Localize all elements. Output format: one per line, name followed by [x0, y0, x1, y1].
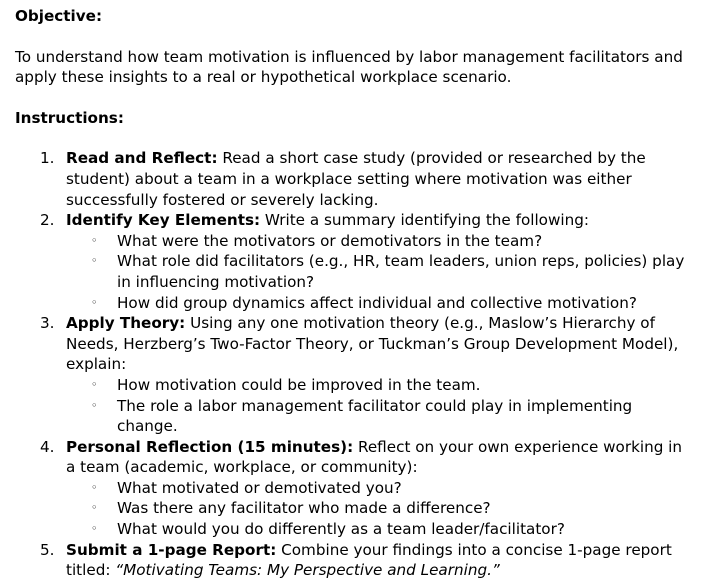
sub-item: [66, 375, 686, 396]
bullet-icon: ◦: [91, 480, 98, 494]
sub-list: [66, 375, 686, 437]
sub-item: [66, 519, 686, 540]
step-text: Write a summary identifying the following:: [260, 211, 589, 230]
step-text: Using any one motivation theory (e.g., Maslow’s Hierarchy of Needs, Herzberg’s Two-Factor Theory, or Tuckman’s Group Development Model), explain:: [66, 314, 679, 374]
sub-item: [66, 293, 686, 314]
step-5: [15, 540, 686, 581]
sub-list: [66, 478, 686, 540]
sub-item: [66, 498, 686, 519]
sub-item: [66, 478, 686, 499]
sub-item-text: What motivated or demotivated you?: [117, 478, 402, 497]
step-text: Combine your findings into a concise 1-page report titled:: [66, 540, 672, 580]
sub-item-text: How did group dynamics affect individual and collective motivation?: [117, 293, 637, 312]
bullet-icon: ◦: [91, 254, 98, 268]
sub-item-text: What were the motivators or demotivators in the team?: [117, 231, 543, 250]
step-4: [15, 437, 686, 540]
instructions-heading: Instructions:: [15, 108, 124, 127]
bullet-icon: ◦: [91, 377, 98, 391]
document: [15, 6, 686, 581]
step-3: [15, 313, 686, 437]
step-number: 3.: [40, 314, 55, 333]
objective-heading: Objective:: [15, 7, 103, 25]
step-title: Identify Key Elements:: [66, 211, 261, 230]
bullet-icon: ◦: [91, 522, 98, 536]
bullet-icon: ◦: [91, 295, 98, 309]
step-number: 2.: [40, 211, 55, 230]
step-title: Read and Reflect:: [66, 149, 218, 168]
sub-item-text: The role a labor management facilitator could play in implementing change.: [117, 396, 633, 436]
step-title: Submit a 1-page Report:: [66, 540, 277, 559]
step-text: Read a short case study (provided or researched by the student) about a team in a workplace setting where motivation was either successfully fostered or severely lacking.: [66, 149, 646, 209]
sub-item: [66, 396, 686, 437]
bullet-icon: ◦: [91, 233, 98, 247]
step-2: [15, 210, 686, 313]
objective-text: To understand how team motivation is influenced by labor management facilitators and apply these insights to a real or hypothetical workplace scenario.: [15, 47, 683, 87]
step-number: 5.: [40, 540, 55, 559]
report-title: “Motivating Teams: My Perspective and Learning.”: [115, 561, 500, 580]
step-1: [15, 148, 686, 210]
sub-item: [66, 251, 686, 292]
instructions-list: [15, 148, 686, 580]
bullet-icon: ◦: [91, 398, 98, 412]
bullet-icon: ◦: [91, 501, 98, 515]
step-number: 1.: [40, 149, 55, 168]
sub-item-text: Was there any facilitator who made a difference?: [117, 499, 491, 518]
sub-item: [66, 231, 686, 252]
step-text: Reflect on your own experience working in a team (academic, workplace, or community):: [66, 437, 683, 477]
sub-item-text: What role did facilitators (e.g., HR, team leaders, union reps, policies) play in influencing motivation?: [117, 252, 685, 291]
sub-list: [66, 231, 686, 313]
sub-item-text: What would you do differently as a team leader/facilitator?: [117, 520, 565, 539]
step-title: Apply Theory:: [66, 314, 186, 333]
sub-item-text: How motivation could be improved in the team.: [117, 375, 481, 394]
step-title: Personal Reflection (15 minutes):: [66, 437, 354, 456]
step-number: 4.: [40, 437, 55, 456]
